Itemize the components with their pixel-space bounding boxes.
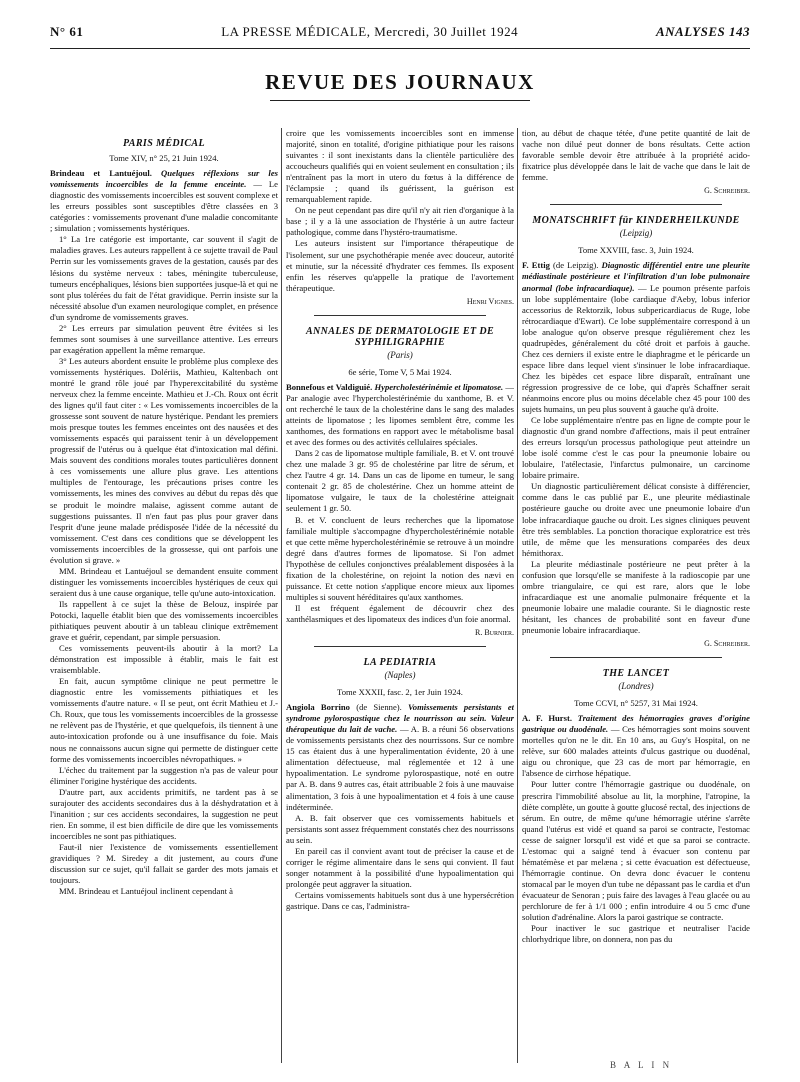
page-number: 143	[728, 24, 750, 39]
paragraph: D'autre part, aux accidents primitifs, ne tardent pas à se surajouter des accidents secondaires dus à la déshydratation et à l'inanition ; sur ces accidents secondaires, la suggestion ne peut rien. En somme, il est bien difficile de dire que les vomissements incoercibles ne sont pas pithiatiques.	[50, 786, 278, 841]
article-abstract	[286, 382, 514, 448]
paragraph: Ces vomissements peuvent-ils aboutir à la mort? La démonstration est impossible à établir, mais le fait est vraisemblable.	[50, 643, 278, 676]
issue-number: N° 61	[50, 24, 84, 39]
section-issue: Tome CCVI, n° 5257, 31 Mai 1924.	[574, 698, 698, 709]
paragraph: B. et V. concluent de leurs recherches que la lipomatose familiale multiple s'accompagne d'hypercholestérinémie notable et que cette même hypercholestérinémie se retrouve à un moindre degré dans d'autres formes de lipomatose. Si l'on admet l'hypothèse de cellules conjonctives préalablement disposées à la fixation de la cholestérine, on rejoint la notion des nævi en puissance. Et cette notion s'applique encore mieux aux lipomes multiples si souvent héréditaires qu'aux xanthomes.	[286, 514, 514, 602]
section-and-page	[656, 24, 750, 40]
paragraph: La pleurite médiastinale postérieure ne peut prêter à la confusion que lorsqu'elle se manifeste à la radioscopie par une ombre triangulaire, ce qui est rare, alors que le lobe infracardiaque est une anomalie pulmonaire fréquente et la pneumonie lobaire une maladie courante. Si le diagnostic reste hésitant, les chances de probabilité sont en faveur d'une pneumonie lobaire infracardiaque.	[522, 558, 750, 635]
journal-heading: REVUE DES JOURNAUX	[265, 70, 535, 94]
section-city: (Londres)	[618, 681, 654, 692]
paragraph: tion, au début de chaque tétée, d'une petite quantité de lait de vache non dilué peut donner de bons résultats. Cette action favorable semble devoir être attribuée à la propriété acido-fixatrice plus développée dans le lait de vache que dans le lait de femme.	[522, 128, 750, 183]
article-title: Quelques réflexions sur les vomissements incoercibles de la femme enceinte.	[50, 168, 278, 190]
paragraph: MM. Brindeau et Lantuéjoul se demandent ensuite comment distinguer les vomissements incoercibles hystériques de ceux qui seraient dus à une cause organique, telle qu'une auto-intoxication.	[50, 565, 278, 598]
article-title: Hypercholestérinémie et lipomatose.	[374, 381, 504, 392]
article-affiliation: (de Leipzig).	[553, 260, 599, 271]
section-divider	[550, 204, 722, 205]
article-lead: — Ces hémorragies sont moins souvent mortelles qu'on ne le dit. En 10 ans, au Guy's Hospital, on ne relève, sur 600 malades atteints d'ulcus gastrique ou duodénal, aigu ou chronique, que 23 cas de mort par hémorragie, en l'absence de cirrhose hépatique.	[522, 724, 750, 779]
printer-ornament: B A L I N	[610, 1060, 673, 1070]
paragraph: On ne peut cependant pas dire qu'il n'y ait rien d'organique à la base ; il y a là une association de l'hystérie à un autre facteur pathologique, comme dans l'hystéro-traumatisme.	[286, 205, 514, 238]
paragraph: En fait, aucun symptôme clinique ne peut permettre le diagnostic entre les vomissements pithiatiques et les vomissements d'autre nature. « Il se peut, ont écrit Mathieu et J.-Ch. Roux, que tous les vomissements incoercibles de la grossesse ne relèvent pas de l'hystérie, et que quelquefois, ils tiennent à une auto-intoxication profonde ou à une insuffisance du foie. Mais nous ne connaissons aucun signe qui permette de distinguer cette forme des vomissements incoercibles névropathiques. »	[50, 676, 278, 764]
column-divider	[517, 128, 518, 1063]
section-title: ANNALES DE DERMATOLOGIE ET DE SYPHILIGRAPHIE	[305, 325, 495, 348]
section-issue: Tome XIV, n° 25, 21 Juin 1924.	[109, 153, 219, 164]
paragraph: 1° La 1re catégorie est importante, car souvent il s'agit de maladies graves. Les auteurs rappellent à ce sujette travail de Paul Perrin sur les vomissements graves de la gestation, causés par des lésions du système nerveux : tabes, méningite tuberculeuse, tumeurs encéphaliques, lésions bien supportées jusque-là et qui ne sont plus tolérées du fait de l'état gravidique. Perrin insiste sur la nécessité absolue d'un examen neurologique complet, en présence d'un syndrome de vomissements graves.	[50, 234, 278, 322]
paragraph: 3° Les auteurs abordent ensuite le problème plus complexe des vomissements hystériques. Dolériis, Mathieu, Kaltenbach ont montré le grand rôle joué par l'hyperexcitabilité du système nerveux chez la femme enceinte. Mathieu et J.-Ch. Roux ont écrit des lignes qu'il faut citer : « Les vomissements incoercibles de la grossesse sont souvent de nature hystérique. Pendant les premiers mois presque toutes les femmes enceintes ont des nausées et des vomissements espacés qui paraissent tenir à un développement progressif de l'utérus ou à quelque état d'intoxication mal défini. Mais souvent des conditions morales toutes particulières donnent à ces vomissements une allure plus grave. Les attentions multiples de l'entourage, les précautions prises contre les vomissements, les mines des convives au début du repas dès que se produit le moindre malaise, agissent comme autant de suggestions puissantes. Il n'en faut pas plus pour graver dans l'esprit d'une jeune malade prédisposée l'idée de la nécessité du vomissement. C'est dans ces conditions que se développent les vomissements incoercibles de la grossesse, qui ont parfois une évolution si grave. »	[50, 355, 278, 565]
article-author: Brindeau et Lantuéjoul.	[50, 168, 152, 179]
column-1	[50, 128, 278, 1068]
paragraph: Dans 2 cas de lipomatose multiple familiale, B. et V. ont trouvé chez une malade 3 gr. 95 de cholestérine par litre de sérum, et chez l'autre 4 gr. 14. Dans un cas de lipome en tumeur, le sang contenait 2 gr. 85 de cholestérine. Chez un homme atteint de lipomatose vulgaire, le taux de la cholestérine atteignait seulement 1 gr. 50.	[286, 448, 514, 514]
signature: G. Schreiber.	[704, 639, 750, 649]
heading-rule	[270, 100, 530, 101]
section-issue: 6e série, Tome V, 5 Mai 1924.	[348, 366, 452, 377]
paragraph: Pour inactiver le suc gastrique et neutraliser l'acide chlorhydrique libre, on donnera, non pas du	[522, 923, 750, 945]
section-title: LA PEDIATRIA	[363, 657, 437, 669]
column-divider	[281, 128, 282, 1063]
section-divider	[314, 646, 486, 647]
article-abstract	[522, 260, 750, 415]
publication-title: LA PRESSE MÉDICALE, Mercredi, 30 Juillet 1924	[221, 24, 519, 39]
article-title: Diagnostic différentiel entre une pleurite médiastinale postérieure et l'infiltration d'un lobe pulmonaire anormal (lobe infracardiaque).	[522, 260, 750, 293]
paragraph: Ce lobe supplémentaire n'entre pas en ligne de compte pour le diagnostic d'un grand nombre d'affections, mais il peut entraîner des erreurs lorsqu'un processus pathologique peut atteindre un lobe isolé comme c'est le cas pour la pneumonie lobaire ou lobulaire, l'atélectasie, l'infarctus pulmonaire, un carcinome lobaire primaire.	[522, 415, 750, 481]
paragraph: croire que les vomissements incoercibles sont en immense majorité, sinon en totalité, d'origine pithiatique pour les raisons suivantes : il sont inexistants dans la clientèle particulière des accoucheurs qualifiés qui en voient seulement en consultation ; ils n'entraînent pas la mort in utero du fœtus à la différence de l'éclampsie ; quand ils guérissent, la guérison est remarquablement rapide.	[286, 128, 514, 205]
article-author: F. Ettig	[522, 260, 550, 271]
paragraph: Il est fréquent également de découvrir chez des xanthélasmiques et des lipomateux des indices d'un foie anormal.	[286, 602, 514, 624]
page-header	[50, 20, 750, 49]
article-lead: — Le diagnostic des vomissements incoercibles est souvent complexe et les erreurs possibles sont susceptibles d'être classées en 3 catégories : vomissements provenant d'une maladie concomitante ; simulation ; vomissements hystériques.	[50, 179, 278, 234]
paragraph: Ils rappellent à ce sujet la thèse de Belouz, inspirée par Potocki, laquelle établit bien que des vomissements incoercibles pithiatiques peuvent aboutir à un tableau clinique extrêmement grave et guérir, cependant, par simple persuasion.	[50, 598, 278, 643]
paragraph: Faut-il nier l'existence de vomissements essentiellement gravidiques ? M. Siredey a dit justement, au cours d'une discussion sur ce sujet, qu'il fallait se garder des mots jamais et toujours.	[50, 841, 278, 886]
signature: G. Schreiber.	[704, 186, 750, 196]
article-abstract	[50, 168, 278, 234]
paragraph: Un diagnostic particulièrement délicat consiste à différencier, comme dans le cas publié par E., une pleurite médiastinale postérieure gauche ou droite avec une pneumonie lobaire d'un lobe infracardiaque gauche ou droit. Les signes cliniques peuvent être très semblables. La ponction thoracique exploratrice est très utile, de même que les mensurations comparées des deux hémithorax.	[522, 481, 750, 558]
section-title: MONATSCHRIFT für KINDERHEILKUNDE	[532, 215, 740, 227]
article-title: Vomissements persistants et syndrome pylorospastique chez le nourrisson au sein. Valeur thérapeutique du lait de vache.	[286, 702, 514, 735]
section-issue: Tome XXXII, fasc. 2, 1er Juin 1924.	[337, 687, 463, 698]
paragraph: MM. Brindeau et Lantuéjoul inclinent cependant à	[59, 886, 233, 897]
paragraph: Pour lutter contre l'hémorragie gastrique ou duodénale, on prescrira l'immobilité absolue au lit, la morphine, l'atropine, la diète complète, un goutte à goutte glucosé rectal, des injections de sérum. En outre, de même qu'une hémorragie utérine s'arrête quand l'utérus est vidé et quand sa paroi se contracte, l'estomac cesse de saigner lorsqu'il est vidé et que sa paroi se contracte. L'estomac qui a saigné tend à évacuer son contenu par hématémèse et par melæna ; si cette évacuation est défectueuse, l'hémorragie continue. On devra donc évacuer le contenu stomacal par le moyen d'un tube ne dépassant pas le cardia et d'un évacuateur de Senoran ; puis faire des lavages à l'eau glacée ou au perchlorure de fer à 1/1 000 ; enfin introduire 4 ou 5 cmc d'une solution d'adrénaline. Alors la paroi gastrique se contracte.	[522, 779, 750, 923]
article-author: Angiola Borrino	[286, 702, 350, 713]
section-name: ANALYSES	[655, 24, 726, 39]
section-city: (Paris)	[387, 349, 413, 360]
column-3	[522, 128, 750, 1068]
section-issue: Tome XXVIII, fasc. 3, Juin 1924.	[578, 245, 694, 256]
article-lead: — Le poumon présente parfois un lobe supplémentaire (lobe cardiaque d'Aeby, lobus inferior accessorius de Rektorzik, lobus subpericardiacus de Ruge, lobe rétrocardiaque d'Ewart). Ce lobe supplémentaire correspond à un lobe analogue qu'on observe presque régulièrement chez les quadrupèdes, généralement du côté droit et parfois à gauche. Chez ces derniers il existe entre le diaphragme et le péricarde un espace libre dans lequel vient s'insinuer le lobe infracardiaque. Chez les bipèdes cet espace libre disparaît, entraînant une régression progressive de ce lobe, qui d'après Schaffner serait néanmoins encore plus ou moins décelable chez 45 pour 100 des sujets humains, un peu plus souvent à gauche qu'à droite.	[522, 282, 750, 415]
article-abstract	[522, 713, 750, 779]
paragraph: En pareil cas il convient avant tout de préciser la cause et de corriger le régime alimentaire dans le sens qui convient. Il faut songer notamment à la possibilité d'une hypoalimentation qui prolongée peut aggraver la situation.	[286, 845, 514, 889]
article-author: A. F. Hurst.	[522, 713, 572, 724]
article-author: Bonnefous et Valdiguié.	[286, 381, 373, 392]
section-title: PARIS MÉDICAL	[123, 138, 205, 149]
article-abstract	[286, 702, 514, 812]
article-affiliation: (de Sienne).	[356, 702, 402, 713]
paragraph: L'échec du traitement par la suggestion n'a pas de valeur pour éliminer l'origine hystérique des accidents.	[50, 764, 278, 786]
section-city: (Leipzig)	[619, 228, 653, 239]
signature: Henri Vignes.	[466, 296, 514, 306]
section-title: THE LANCET	[602, 668, 670, 680]
paragraph: Les auteurs insistent sur l'importance thérapeutique de l'isolement, sur une psychothérapie menée avec douceur, autorité et minutie, sur la nécessité d'hydrater ces femmes. Ils exposent enfin les réserves qu'appelle la pratique de l'avortement thérapeutique.	[286, 238, 514, 293]
section-divider	[314, 315, 486, 316]
paragraph: 2° Les erreurs par simulation peuvent être évitées si les femmes sont soumises à une surveillance attentive. Les erreurs par exagération appellent la même remarque.	[50, 322, 278, 355]
article-lead: — Par analogie avec l'hypercholestérinémie du xanthome, B. et V. ont recherché le taux de la cholestérine dans le sang des malades atteints de lipomatose ; les lipomes semblent être, comme les xanthomes, des formations en rapport avec le métabolisme basal et avec des formes ou des activités cellulaires spéciales.	[286, 381, 514, 448]
section-divider	[550, 657, 722, 658]
signature: R. Burnier.	[474, 627, 514, 637]
paragraph: Certains vomissements habituels sont dus à une hypersécrétion gastrique. Dans ce cas, l'administra-	[286, 889, 514, 911]
paragraph: A. B. fait observer que ces vomissements habituels et persistants sont assez fréquemment constatés chez des nourrissons au sein.	[286, 812, 514, 845]
column-2	[286, 128, 514, 1068]
section-city: (Naples)	[384, 670, 416, 681]
article-title: Traitement des hémorragies graves d'origine gastrique ou duodénale.	[522, 713, 750, 735]
article-lead: — A. B. a réuni 56 observations de vomissements persistants chez des nourrissons. Sur ce nombre 15 cas étaient dus à une hyperalimentation évidente, 20 à une alimentation défectueuse, mal réglementée et 12 à une hypoalimentation. Le syndrome pylorospastique, noté en outre par A. B. dans 9 autres cas, était attribuable 2 fois à une mauvaise alimentation, 3 fois à une hypoalimentation et 4 fois à une cause indéterminée.	[286, 724, 514, 812]
